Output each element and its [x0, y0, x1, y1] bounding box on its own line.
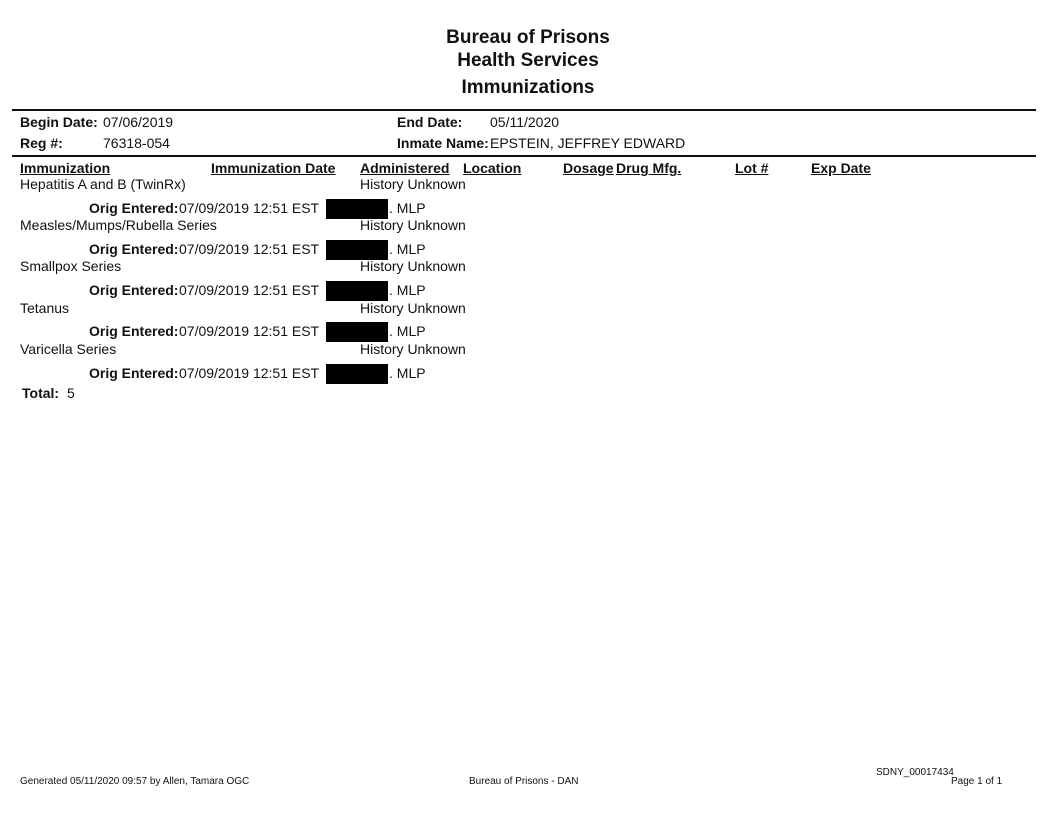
record-name: Smallpox Series	[20, 258, 122, 274]
record-administered: History Unknown	[360, 300, 466, 316]
footer-center-text: Bureau of Prisons - DAN	[469, 776, 579, 787]
col-drug-mfg: Drug Mfg.	[616, 160, 682, 176]
entered-by-role: . MLP	[389, 323, 426, 339]
reg-number-label: Reg #:	[20, 135, 63, 151]
orig-entered-value: 07/09/2019 12:51 EST	[179, 323, 320, 339]
orig-entered-value: 07/09/2019 12:51 EST	[179, 365, 320, 381]
entered-by-role: . MLP	[389, 282, 426, 298]
record-name: Varicella Series	[20, 341, 117, 357]
header-rule	[12, 155, 1036, 157]
top-rule	[12, 109, 1036, 111]
orig-entered-label: Orig Entered:	[89, 323, 179, 339]
col-lot: Lot #	[735, 160, 769, 176]
inmate-name-label: Inmate Name:	[397, 135, 489, 151]
orig-entered-label: Orig Entered:	[89, 241, 179, 257]
inmate-name-value: EPSTEIN, JEFFREY EDWARD	[490, 135, 686, 151]
col-immunization-date: Immunization Date	[211, 160, 336, 176]
orig-entered-value: 07/09/2019 12:51 EST	[179, 200, 320, 216]
orig-entered-label: Orig Entered:	[89, 282, 179, 298]
report-title-line2: Health Services	[457, 50, 599, 71]
orig-entered-value: 07/09/2019 12:51 EST	[179, 241, 320, 257]
orig-entered-label: Orig Entered:	[89, 200, 179, 216]
col-location: Location	[463, 160, 522, 176]
bates-number: SDNY_00017434	[876, 767, 954, 778]
redaction-box	[326, 199, 388, 219]
total-value: 5	[67, 385, 75, 401]
redaction-box	[326, 364, 388, 384]
entered-by-role: . MLP	[389, 200, 426, 216]
record-name: Measles/Mumps/Rubella Series	[20, 217, 217, 233]
end-date-label: End Date:	[397, 114, 463, 130]
total-label: Total:	[22, 385, 60, 401]
entered-by-role: . MLP	[389, 365, 426, 381]
col-immunization: Immunization	[20, 160, 111, 176]
begin-date-value: 07/06/2019	[103, 114, 174, 130]
end-date-value: 05/11/2020	[490, 114, 560, 130]
record-administered: History Unknown	[360, 258, 466, 274]
redaction-box	[326, 281, 388, 301]
redaction-box	[326, 240, 388, 260]
col-administered: Administered	[360, 160, 450, 176]
record-name: Hepatitis A and B (TwinRx)	[20, 176, 186, 192]
col-exp-date: Exp Date	[811, 160, 871, 176]
begin-date-label: Begin Date:	[20, 114, 98, 130]
record-administered: History Unknown	[360, 176, 466, 192]
record-administered: History Unknown	[360, 341, 466, 357]
col-dosage: Dosage	[563, 160, 614, 176]
entered-by-role: . MLP	[389, 241, 426, 257]
report-title-line1: Bureau of Prisons	[446, 27, 610, 48]
report-title-line3: Immunizations	[461, 77, 595, 98]
record-name: Tetanus	[20, 300, 70, 316]
redaction-box	[326, 322, 388, 342]
orig-entered-label: Orig Entered:	[89, 365, 179, 381]
orig-entered-value: 07/09/2019 12:51 EST	[179, 282, 320, 298]
record-administered: History Unknown	[360, 217, 466, 233]
generated-info: Generated 05/11/2020 09:57 by Allen, Tamara OGC	[20, 776, 250, 787]
page-number: Page 1 of 1	[951, 776, 1003, 787]
reg-number-value: 76318-054	[103, 135, 170, 151]
